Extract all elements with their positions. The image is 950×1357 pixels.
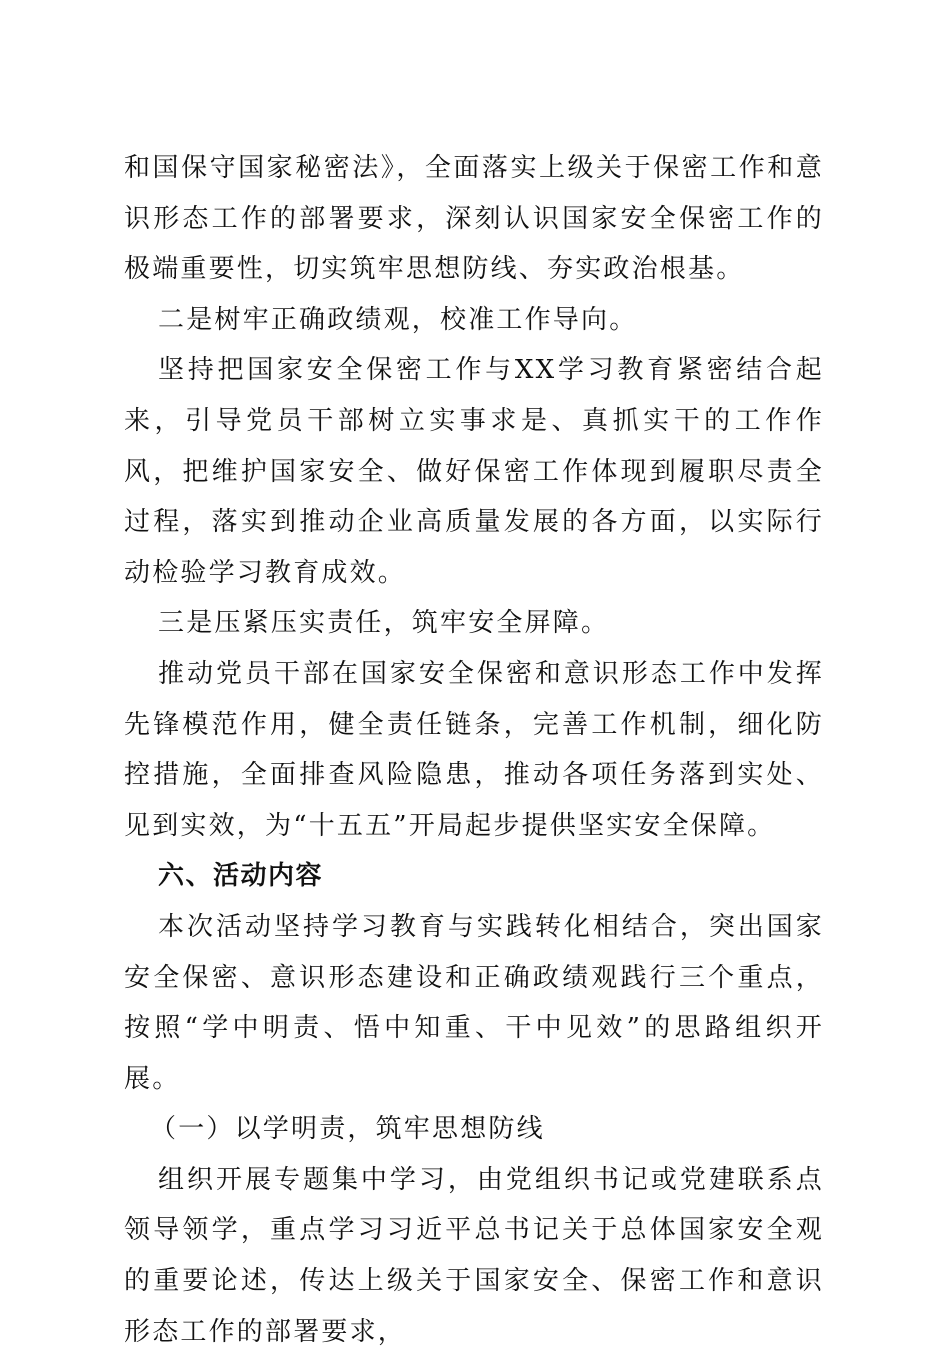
point-two-body: 坚持把国家安全保密工作与XX学习教育紧密结合起来，引导党员干部树立实事求是、真抓实干的工作作风，把维护国家安全、做好保密工作体现到履职尽责全过程，落实到推动企业高质量发展的各方面，以实际行动检验学习教育成效。 — [124, 355, 824, 588]
section-six-intro: 本次活动坚持学习教育与实践转化相结合，突出国家安全保密、意识形态建设和正确政绩观践行三个重点，按照“学中明责、悟中知重、干中见效”的思路组织开展。 — [124, 911, 824, 1094]
point-three-title: 三是压紧压实责任，筑牢安全屏障。 — [158, 608, 610, 639]
section-six-heading: 六、活动内容 — [158, 861, 324, 892]
point-two-title: 二是树牢正确政绩观，校准工作导向。 — [158, 304, 638, 335]
paragraph-continuation: 和国保守国家秘密法》，全面落实上级关于保密工作和意识形态工作的部署要求，深刻认识国家安全保密工作的极端重要性，切实筑牢思想防线、夯实政治根基。 — [124, 153, 824, 285]
subsection-one-heading: （一）以学明责，筑牢思想防线 — [150, 1114, 545, 1145]
subsection-one-body: 组织开展专题集中学习，由党组织书记或党建联系点领导领学，重点学习习近平总书记关于总体国家安全观的重要论述，传达上级关于国家安全、保密工作和意识形态工作的部署要求， — [124, 1164, 824, 1347]
document-body — [124, 143, 824, 1357]
point-three-body: 推动党员干部在国家安全保密和意识形态工作中发挥先锋模范作用，健全责任链条，完善工作机制，细化防控措施，全面排查风险隐患，推动各项任务落到实处、见到实效，为“十五五”开局起步提供坚实安全保障。 — [124, 658, 824, 841]
